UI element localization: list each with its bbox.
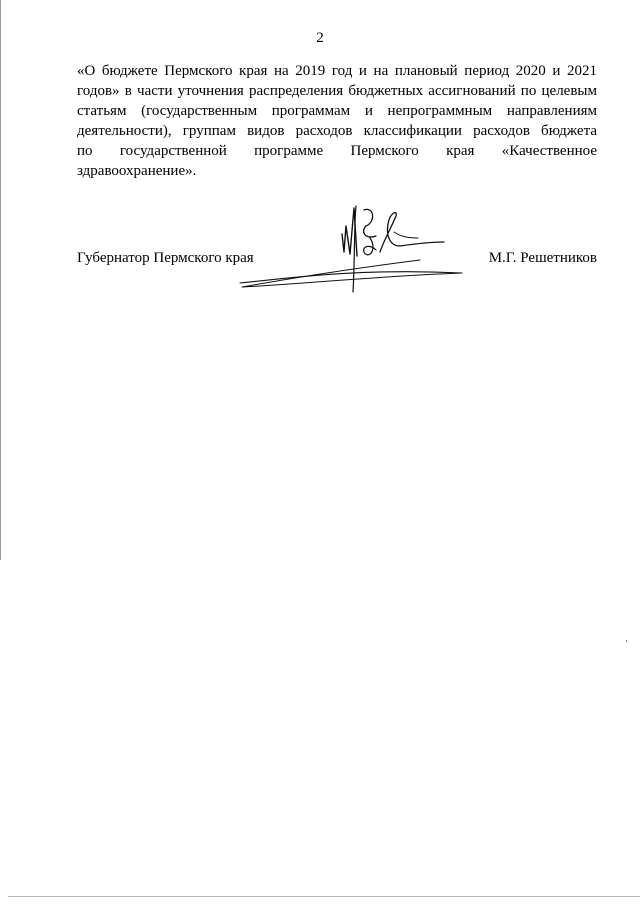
- body-line-1: «О бюджете Пермского края на 2019 год и на плановый период 2020 и 2021: [77, 63, 597, 79]
- body-line-6: здравоохранение».: [77, 163, 197, 179]
- body-paragraph: [77, 61, 597, 181]
- scan-left-edge: [0, 0, 1, 560]
- signatory-name: М.Г. Решетников: [488, 250, 597, 266]
- body-line-2: годов» в части уточнения распределения бюджетных ассигнований по целевым: [77, 83, 597, 99]
- body-line-4: деятельности), группам видов расходов классификации расходов бюджета: [77, 123, 597, 139]
- page-number: 2: [316, 30, 324, 46]
- body-line-3: статьям (государственным программам и непрограммным направлениям: [77, 103, 597, 119]
- handwritten-signature: [230, 196, 470, 296]
- scan-speck: [626, 640, 627, 642]
- scan-bottom-edge: [8, 896, 640, 897]
- signatory-title: Губернатор Пермского края: [77, 250, 254, 266]
- body-line-5: по государственной программе Пермского края «Качественное: [77, 143, 597, 159]
